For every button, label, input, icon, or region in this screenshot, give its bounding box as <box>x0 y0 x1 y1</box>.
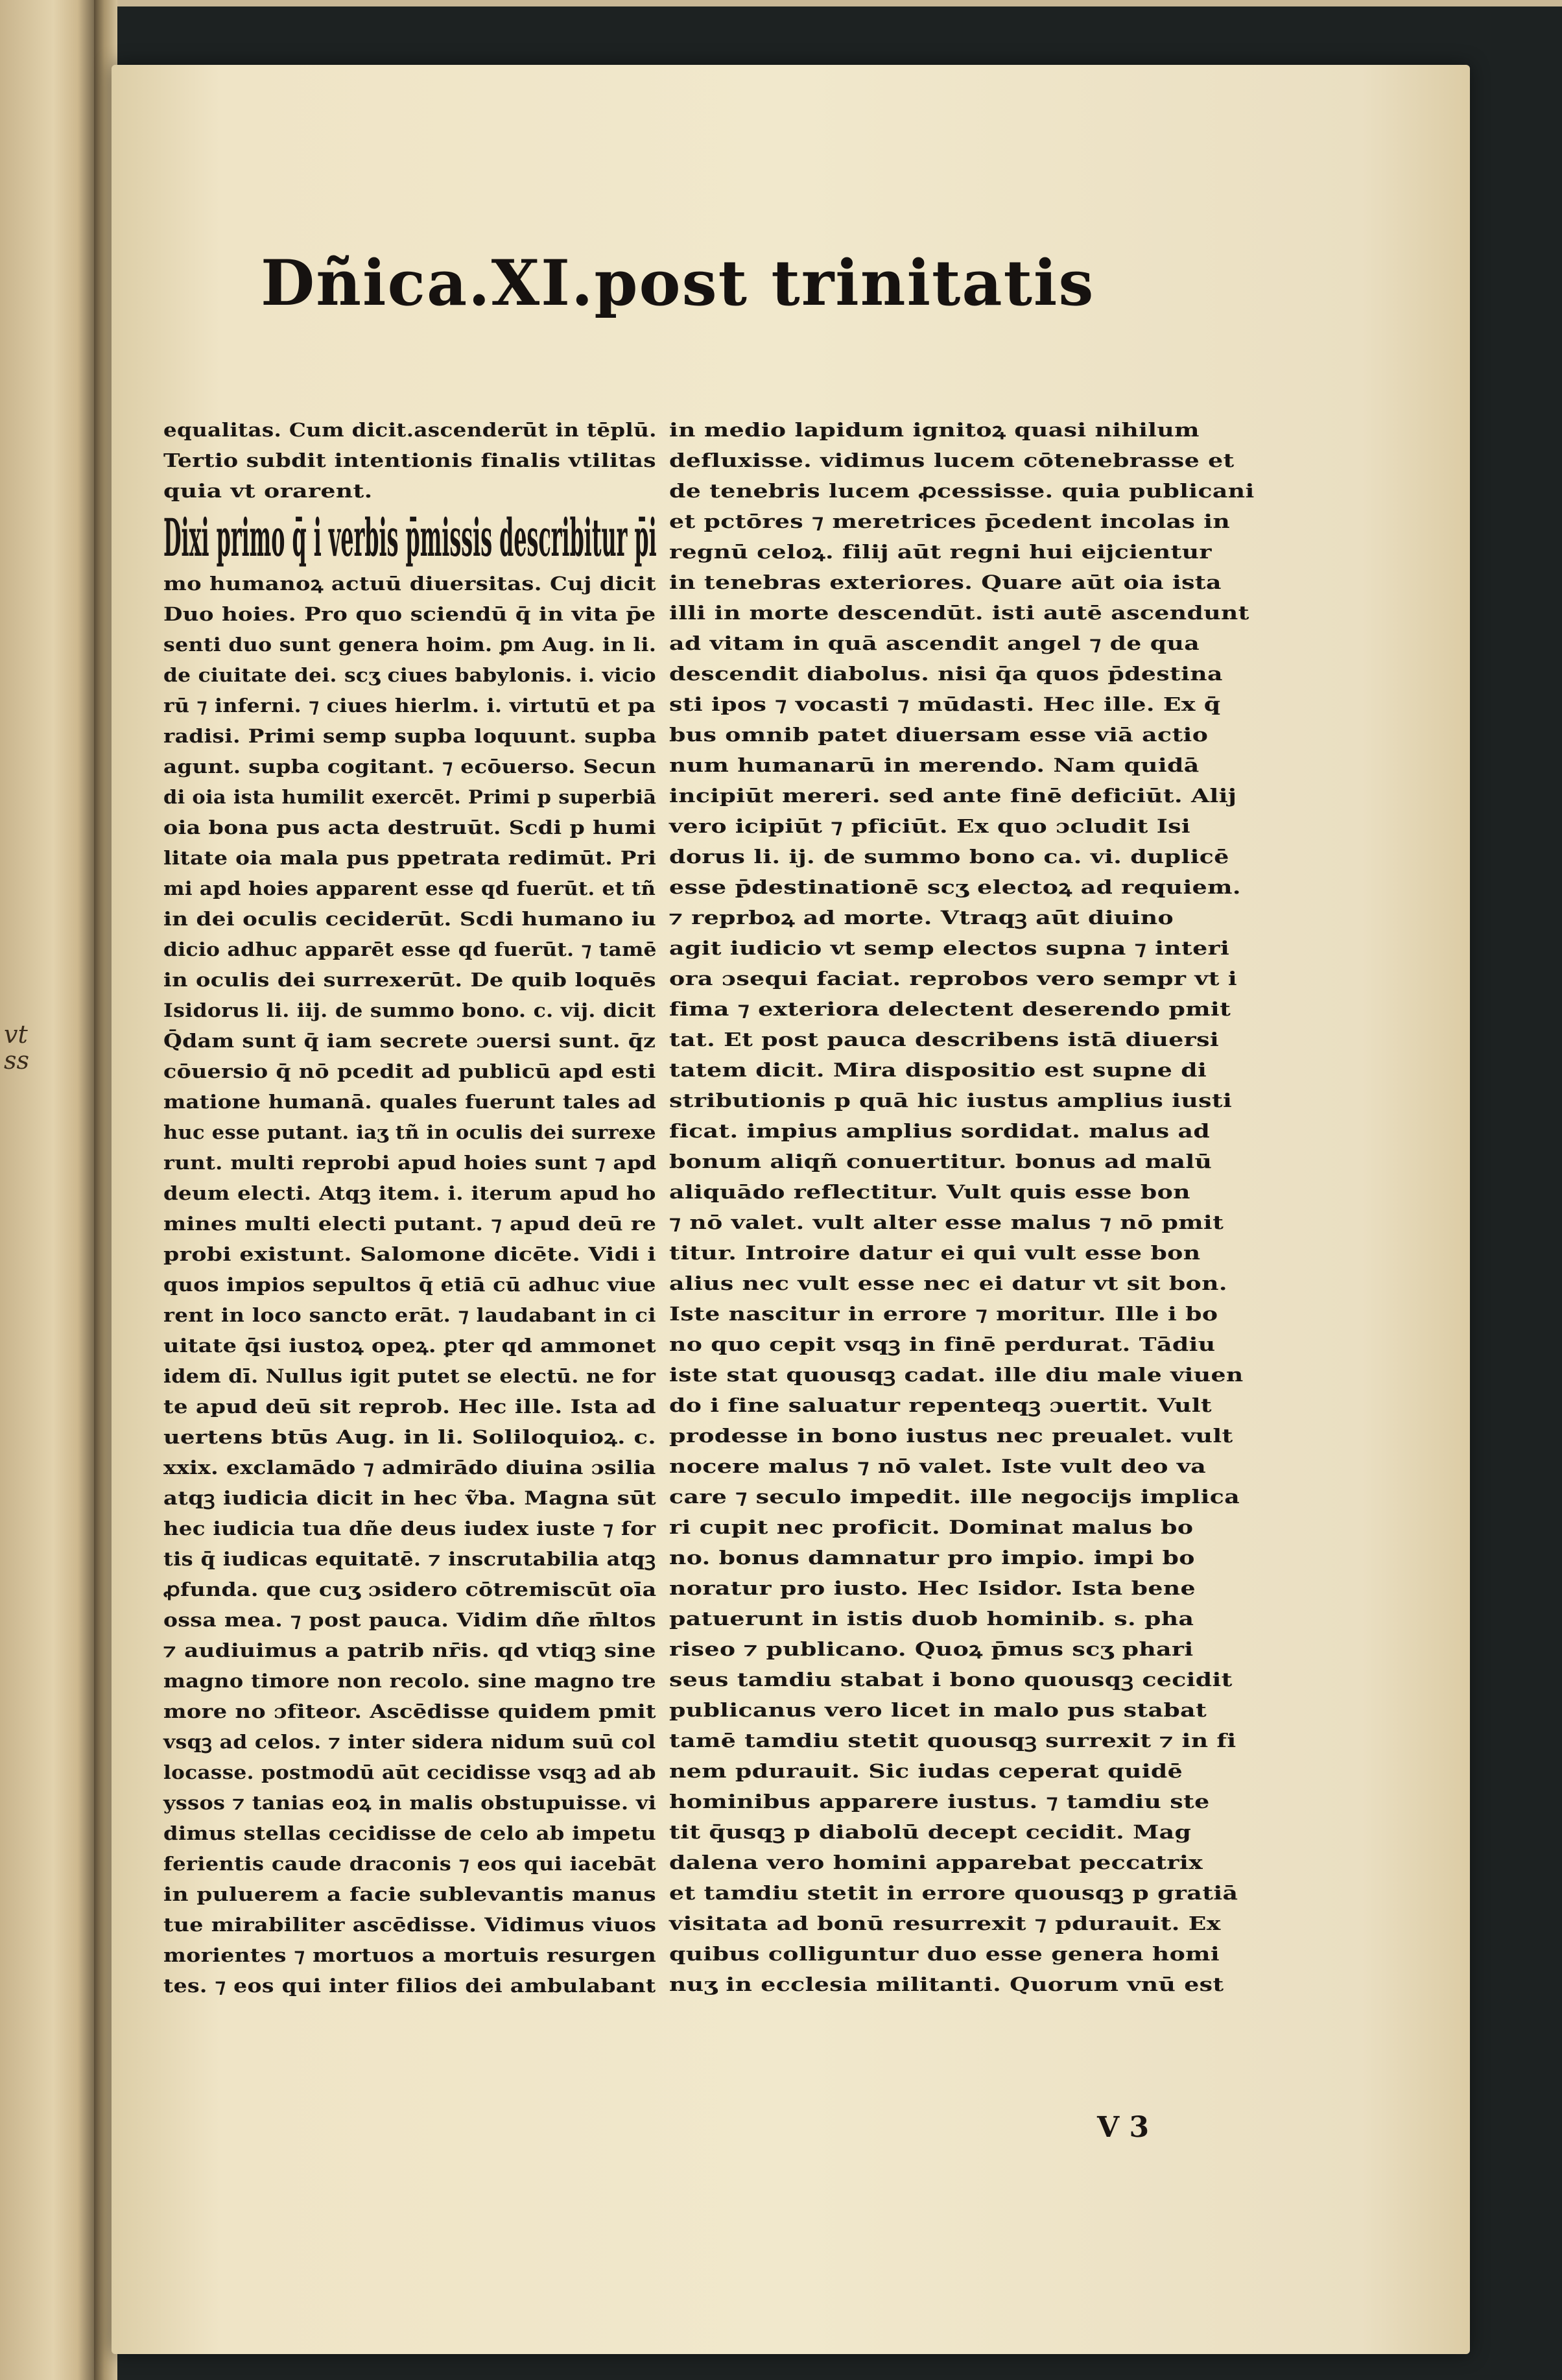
section-opening-line: Dixi primo q̄ i verbis p̄missis describitur p̄i <box>163 507 657 568</box>
text-line: hominibus apparere iustus. ⁊ tamdiu ste <box>669 1791 1210 1813</box>
text-line: uertens btūs Aug. in li. Soliloquioꝝ. c. <box>163 1426 656 1448</box>
text-line: incipiūt mereri. sed ante finē deficiūt. Alij <box>669 785 1237 807</box>
text-line: tue mirabiliter ascēdisse. Vidimus viuos <box>163 1914 657 1936</box>
text-line: no. bonus damnatur pro impio. impi bo <box>669 1547 1195 1569</box>
text-line: dalena vero homini apparebat peccatrix <box>669 1851 1203 1874</box>
text-line: magno timore non recolo. sine magno tre <box>163 1670 656 1692</box>
text-line: tatem dicit. Mira dispositio est supne di <box>669 1059 1207 1081</box>
text-line: defluxisse. vidimus lucem cōtenebrasse et <box>669 449 1235 471</box>
margin-note: ss <box>4 1046 30 1075</box>
text-line: agit iudicio vt semp electos supna ⁊ interi <box>669 937 1230 959</box>
text-line: bonum aliqñ conuertitur. bonus ad malū <box>669 1150 1213 1172</box>
text-line: tes. ⁊ eos qui inter filios dei ambulabant <box>163 1975 656 1997</box>
text-line: radisi. Primi semp supba loquunt. supba <box>163 725 657 747</box>
text-line: et pctōres ⁊ meretrices p̄cedent incolas in <box>669 510 1231 532</box>
text-line: litate oia mala pus ppetrata redimūt. Pri <box>163 847 657 869</box>
text-line: seus tamdiu stabat i bono quousqꝫ cecidit <box>669 1669 1233 1691</box>
top-edge <box>0 0 1562 6</box>
text-line: equalitas. Cum dicit.ascenderūt in tēplū. <box>163 419 657 441</box>
text-line: tamē tamdiu stetit quousqꝫ surrexit ⁊ in fi <box>669 1730 1237 1752</box>
text-line: di oia ista humilit exercēt. Primi p superbiā <box>163 786 657 808</box>
facing-page-edge <box>0 0 97 2380</box>
text-line: bus omnib patet diuersam esse viā actio <box>669 724 1209 746</box>
text-line: Tertio subdit intentionis finalis vtilitas <box>163 449 656 471</box>
text-line: more no ɔfiteor. Ascēdisse quidem pmit <box>163 1700 656 1722</box>
text-line: senti duo sunt genera hoim. ꝑm Aug. in li. <box>163 634 657 656</box>
text-line: do i fine saluatur repenteqꝫ ɔuertit. Vult <box>669 1394 1213 1416</box>
text-line: ri cupit nec proficit. Dominat malus bo <box>669 1516 1194 1538</box>
text-line: mi apd hoies apparent esse qd fuerūt. et tñ <box>163 877 656 899</box>
text-line: et tamdiu stetit in errore quousqꝫ p gratiā <box>669 1882 1238 1904</box>
text-line: in oculis dei surrexerūt. De quib loquēs <box>163 969 656 991</box>
text-line: titur. Introire datur ei qui vult esse bon <box>669 1242 1201 1264</box>
text-line: mines multi electi putant. ⁊ apud deū re <box>163 1213 657 1235</box>
text-line: in puluerem a facie sublevantis manus <box>163 1883 657 1905</box>
left-text-column <box>163 415 747 2001</box>
text-line: yssos ⁊ tanias eoꝝ in malis obstupuisse. vi <box>163 1792 657 1814</box>
text-line: num humanarū in merendo. Nam quidā <box>669 754 1200 776</box>
text-line: de ciuitate dei. scʒ ciues babylonis. i. vicio <box>163 664 656 686</box>
text-line: Iste nascitur in errore ⁊ moritur. Ille i bo <box>669 1303 1218 1325</box>
text-line: locasse. postmodū aūt cecidisse vsqꝫ ad ab <box>163 1761 656 1783</box>
text-line: tis q̄ iudicas equitatē. ⁊ inscrutabilia atqꝫ <box>163 1548 656 1570</box>
text-line: xxix. exclamādo ⁊ admirādo diuina ɔsilia <box>163 1457 656 1479</box>
text-line: cōuersio q̄ nō pcedit ad publicū apd esti <box>163 1060 656 1082</box>
text-line: ꝓfunda. que cuʒ ɔsidero cōtremiscūt oīa <box>163 1578 657 1601</box>
text-line: illi in morte descendūt. isti autē ascendunt <box>669 602 1249 624</box>
text-line: iste stat quousqꝫ cadat. ille diu male viuen <box>669 1364 1244 1386</box>
text-line: nem pdurauit. Sic iudas ceperat quidē <box>669 1760 1183 1782</box>
text-line: vsqꝫ ad celos. ⁊ inter sidera nidum suū col <box>163 1731 656 1753</box>
text-line: quibus colliguntur duo esse genera homi <box>669 1943 1220 1965</box>
text-line: rent in loco sancto erāt. ⁊ laudabant in ci <box>163 1304 656 1326</box>
text-line: ad vitam in quā ascendit angel ⁊ de qua <box>669 632 1200 654</box>
text-line: huc esse putant. iaʒ tñ in oculis dei surrexe <box>163 1121 656 1143</box>
text-line: runt. multi reprobi apud hoies sunt ⁊ apd <box>163 1152 657 1174</box>
text-line: ossa mea. ⁊ post pauca. Vidim dñe m̄ltos <box>163 1609 656 1631</box>
text-line: oia bona pus acta destruūt. Scdi p humi <box>163 816 656 839</box>
page-heading: Dñica.XI.post trinitatis <box>261 246 1095 320</box>
signature-mark: V 3 <box>1097 2111 1150 2144</box>
text-line: agunt. supba cogitant. ⁊ ecōuerso. Secun <box>163 756 657 778</box>
text-line: ⁊ reprboꝝ ad morte. Vtraqꝫ aūt diuino <box>669 907 1174 929</box>
text-line: aliquādo reflectitur. Vult quis esse bon <box>669 1181 1190 1203</box>
text-line: fima ⁊ exteriora delectent deserendo pmit <box>669 998 1231 1020</box>
text-line: hec iudicia tua dñe deus iudex iuste ⁊ for <box>163 1517 656 1540</box>
text-line: atqꝫ iudicia dicit in hec ṽba. Magna sūt <box>163 1487 657 1509</box>
text-line: regnū celoꝝ. filij aūt regni hui eijcientur <box>669 541 1212 563</box>
text-line: noratur pro iusto. Hec Isidor. Ista bene <box>669 1577 1196 1599</box>
right-text-column <box>669 415 1376 2000</box>
text-line: tat. Et post pauca describens istā diuersi <box>669 1029 1220 1051</box>
text-line: ora ɔsequi faciat. reprobos vero sempr vt i <box>669 968 1238 990</box>
text-line: rū ⁊ inferni. ⁊ ciues hierlm. i. virtutū et pa <box>163 695 656 717</box>
text-line: Q̄dam sunt q̄ iam secrete ɔuersi sunt. q̄z <box>163 1030 656 1052</box>
text-line: visitata ad bonū resurrexit ⁊ pdurauit. Ex <box>669 1912 1221 1934</box>
text-line: mo humanoꝝ actuū diuersitas. Cuj dicit <box>163 573 656 595</box>
text-line: descendit diabolus. nisi q̄a quos p̄destina <box>669 663 1223 685</box>
text-line: quia vt orarent. <box>163 480 373 502</box>
text-line: alius nec vult esse nec ei datur vt sit bon. <box>669 1272 1227 1294</box>
text-line: in medio lapidum ignitoꝝ quasi nihilum <box>669 419 1200 441</box>
text-line: nuʒ in ecclesia militanti. Quorum vnū est <box>669 1973 1224 1995</box>
text-line: prodesse in bono iustus nec preualet. vult <box>669 1425 1233 1447</box>
text-line: in dei oculis ceciderūt. Scdi humano iu <box>163 908 657 930</box>
text-line: deum electi. Atqꝫ item. i. iterum apud ho <box>163 1182 656 1204</box>
text-line: ferientis caude draconis ⁊ eos qui iacebāt <box>163 1853 657 1875</box>
text-line: uitate q̄si iustoꝝ opeꝝ. ꝑter qd ammonet <box>163 1335 656 1357</box>
text-line: riseo ⁊ publicano. Quoꝝ p̄mus scʒ phari <box>669 1638 1194 1660</box>
text-line: patuerunt in istis duob hominib. s. pha <box>669 1608 1194 1630</box>
text-line: idem dī. Nullus igit putet se electū. ne for <box>163 1365 656 1387</box>
text-line: probi existunt. Salomone dicēte. Vidi i <box>163 1243 656 1265</box>
text-line: nocere malus ⁊ nō valet. Iste vult deo va <box>669 1455 1207 1477</box>
text-line: dorus li. ij. de summo bono ca. vi. duplicē <box>669 846 1229 868</box>
margin-note: vt <box>4 1020 28 1049</box>
text-line: Isidorus li. iij. de summo bono. c. vij. dicit <box>163 999 656 1021</box>
text-line: ⁊ nō valet. vult alter esse malus ⁊ nō pmit <box>669 1211 1224 1233</box>
text-line: in tenebras exteriores. Quare aūt oia ista <box>669 571 1222 593</box>
book-page <box>112 65 1470 2354</box>
text-line: morientes ⁊ mortuos a mortuis resurgen <box>163 1944 657 1966</box>
text-line: ⁊ audiuimus a patrib nr̄is. qd vtiqꝫ sine <box>163 1639 656 1661</box>
text-line: dimus stellas cecidisse de celo ab impetu <box>163 1822 656 1844</box>
text-line: Duo hoies. Pro quo sciendū q̄ in vita p̄e <box>163 603 656 625</box>
text-line: dicio adhuc apparēt esse qd fuerūt. ⁊ tamē <box>163 938 657 960</box>
text-line: ficat. impius amplius sordidat. malus ad <box>669 1120 1211 1142</box>
text-line: de tenebris lucem ꝓcessisse. quia publicani <box>669 480 1255 502</box>
text-line: matione humanā. quales fuerunt tales ad <box>163 1091 657 1113</box>
text-line: te apud deū sit reprob. Hec ille. Ista ad <box>163 1396 656 1418</box>
text-line: sti ipos ⁊ vocasti ⁊ mūdasti. Hec ille. Ex q̄ <box>669 693 1221 715</box>
text-line: esse p̄destinationē scʒ electoꝝ ad requiem. <box>669 876 1241 898</box>
text-line: stributionis p quā hic iustus amplius iusti <box>669 1089 1233 1112</box>
text-line: publicanus vero licet in malo pus stabat <box>669 1699 1207 1721</box>
text-line: quos impios sepultos q̄ etiā cū adhuc viue <box>163 1274 656 1296</box>
text-line: care ⁊ seculo impedit. ille negocijs implica <box>669 1486 1240 1508</box>
text-line: vero icipiūt ⁊ pficiūt. Ex quo ɔcludit Isi <box>669 815 1191 837</box>
text-line: tit q̄usqꝫ p diabolū decept cecidit. Mag <box>669 1821 1192 1843</box>
text-line: no quo cepit vsqꝫ in finē perdurat. Tādiu <box>669 1333 1216 1355</box>
